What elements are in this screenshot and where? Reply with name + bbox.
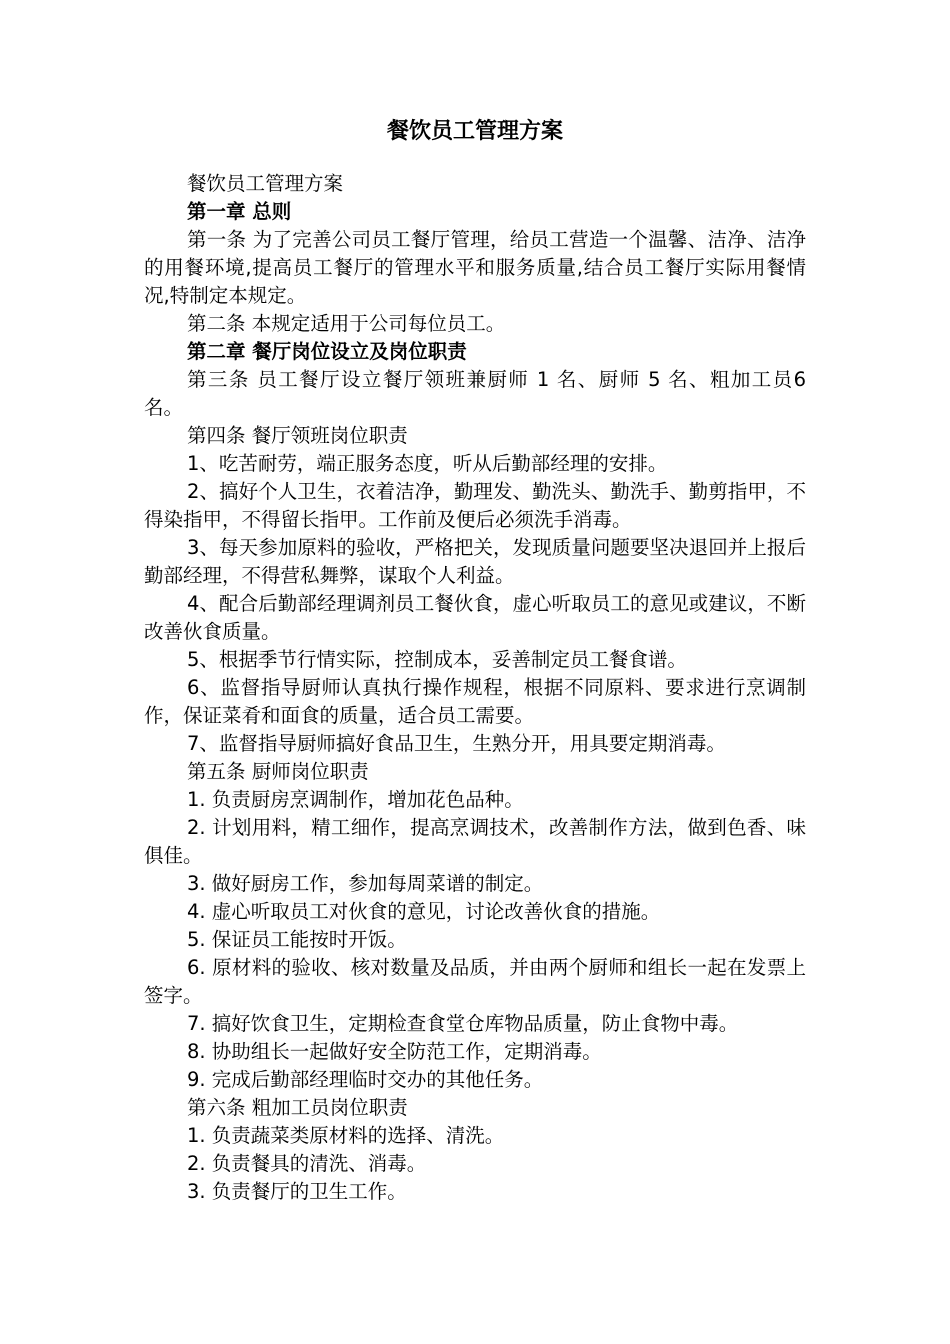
paragraph: 2、搞好个人卫生，衣着洁净，勤理发、勤洗头、勤洗手、勤剪指甲，不得染指甲，不得留长指甲。工作前及便后必须洗手消毒。 xyxy=(144,480,806,531)
paragraph: 餐饮员工管理方案 xyxy=(187,172,344,195)
paragraph: 5、根据季节行情实际，控制成本，妥善制定员工餐食谱。 xyxy=(187,648,687,671)
paragraph: 第一条 为了完善公司员工餐厅管理，给员工营造一个温馨、洁净、洁净的用餐环境,提高员工餐厅的管理水平和服务质量,结合员工餐厅实际用餐情况,特制定本规定。 xyxy=(144,228,806,307)
paragraph: 第六条 粗加工员岗位职责 xyxy=(187,1096,408,1119)
paragraph: 9. 完成后勤部经理临时交办的其他任务。 xyxy=(187,1068,544,1091)
paragraph: 6、监督指导厨师认真执行操作规程，根据不同原料、要求进行烹调制作，保证菜肴和面食的质量，适合员工需要。 xyxy=(144,676,806,727)
paragraph: 8. 协助组长一起做好安全防范工作，定期消毒。 xyxy=(187,1040,602,1063)
paragraph: 第二条 本规定适用于公司每位员工。 xyxy=(187,312,506,335)
paragraph: 2. 计划用料，精工细作，提高烹调技术，改善制作方法，做到色香、味俱佳。 xyxy=(144,816,806,867)
document-title: 餐饮员工管理方案 xyxy=(386,119,563,144)
paragraph: 2. 负责餐具的清洗、消毒。 xyxy=(187,1152,427,1175)
paragraph: 第四条 餐厅领班岗位职责 xyxy=(187,424,408,447)
paragraph: 1. 负责蔬菜类原材料的选择、清洗。 xyxy=(187,1124,505,1147)
paragraph: 7. 搞好饮食卫生，定期检查食堂仓库物品质量，防止食物中毒。 xyxy=(187,1012,739,1035)
paragraph: 3、每天参加原料的验收，严格把关，发现质量问题要坚决退回并上报后勤部经理，不得营私舞弊，谋取个人利益。 xyxy=(144,536,806,587)
paragraph: 4、配合后勤部经理调剂员工餐伙食，虚心听取员工的意见或建议，不断改善伙食质量。 xyxy=(144,592,806,643)
paragraph: 第五条 厨师岗位职责 xyxy=(187,760,369,783)
paragraph: 3. 负责餐厅的卫生工作。 xyxy=(187,1180,407,1203)
document-body xyxy=(144,170,806,1206)
paragraph: 5. 保证员工能按时开饭。 xyxy=(187,928,407,951)
chapter-heading: 第二章 餐厅岗位设立及岗位职责 xyxy=(187,340,467,363)
paragraph: 第三条 员工餐厅设立餐厅领班兼厨师 1 名、厨师 5 名、粗加工员6 名。 xyxy=(144,368,806,419)
paragraph: 1、吃苦耐劳，端正服务态度，听从后勤部经理的安排。 xyxy=(187,452,668,475)
paragraph: 6. 原材料的验收、核对数量及品质，并由两个厨师和组长一起在发票上签字。 xyxy=(144,956,806,1007)
paragraph: 1. 负责厨房烹调制作，增加花色品种。 xyxy=(187,788,524,811)
paragraph: 3. 做好厨房工作，参加每周菜谱的制定。 xyxy=(187,872,544,895)
chapter-heading: 第一章 总则 xyxy=(187,200,292,223)
paragraph: 4. 虚心听取员工对伙食的意见，讨论改善伙食的措施。 xyxy=(187,900,661,923)
paragraph: 7、监督指导厨师搞好食品卫生，生熟分开，用具要定期消毒。 xyxy=(187,732,726,755)
